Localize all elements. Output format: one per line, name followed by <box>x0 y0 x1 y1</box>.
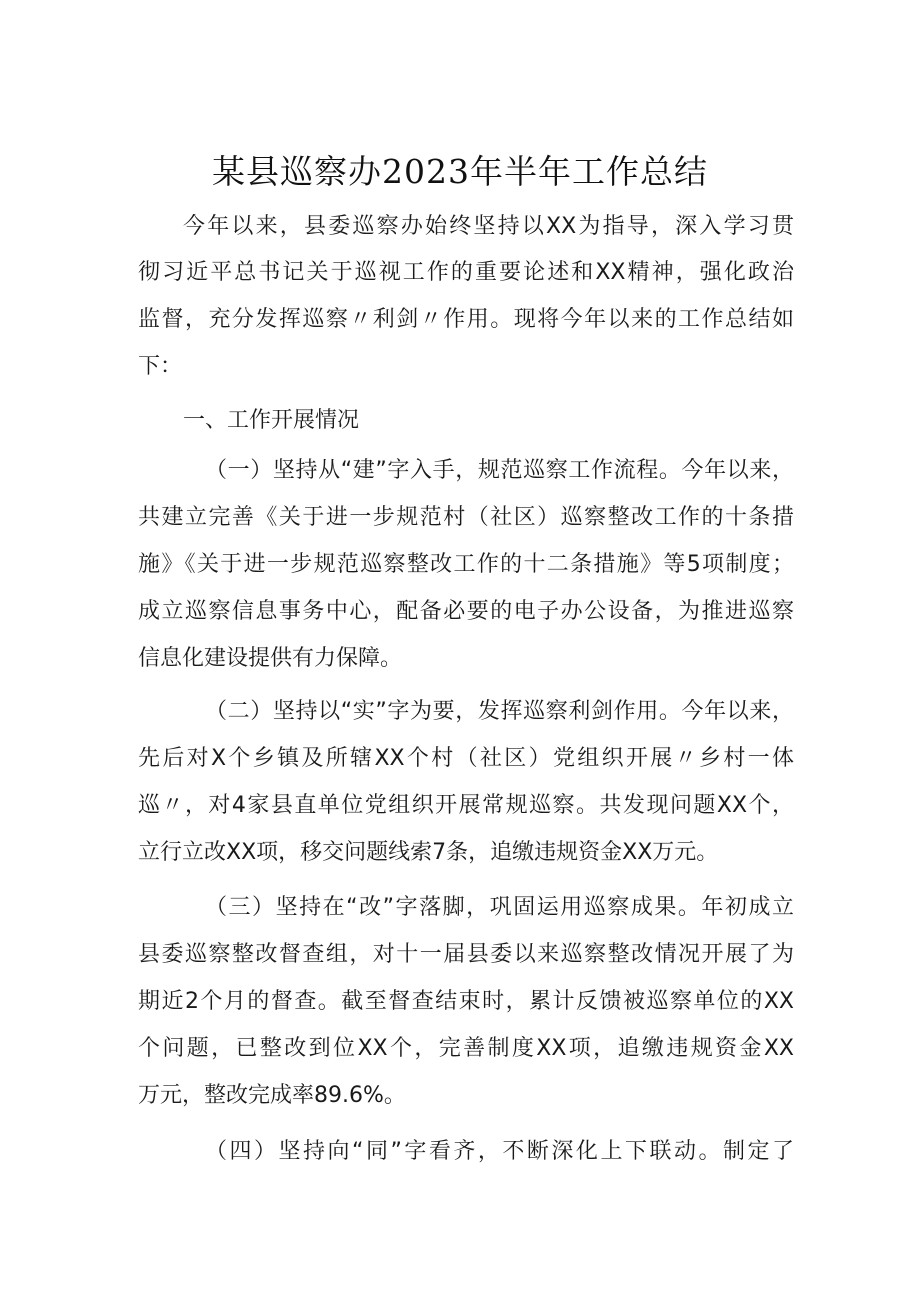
text-line: 期近2个月的督查。截至督查结束时，累计反馈被巡察单位的XX <box>138 989 794 1014</box>
text-line: 今年以来，县委巡察办始终坚持以XX为指导，深入学习贯 <box>183 214 794 239</box>
text-line: （三）坚持在“改”字落脚，巩固运用巡察成果。年初成立 <box>205 895 794 920</box>
text-line: 共建立完善《关于进一步规范村（社区）巡察整改工作的十条措 <box>138 505 794 530</box>
text-line: 下： <box>138 354 183 379</box>
text-line: （二）坚持以“实”字为要，发挥巡察利剑作用。今年以来， <box>205 699 794 724</box>
text-line: 信息化建设提供有力保障。 <box>138 646 403 671</box>
text-line: 立行立改XX项，移交问题线索7条，追缴违规资金XX万元。 <box>138 840 719 865</box>
text-line: （四）坚持向“同”字看齐，不断深化上下联动。制定了 <box>205 1139 794 1164</box>
text-line: 成立巡察信息事务中心，配备必要的电子办公设备，为推进巡察 <box>138 599 794 624</box>
text-line: 监督，充分发挥巡察〃利剑〃作用。现将今年以来的工作总结如 <box>138 307 794 332</box>
text-line: 县委巡察整改督查组，对十一届县委以来巡察整改情况开展了为 <box>138 942 794 967</box>
text-line: 一、工作开展情况 <box>183 408 360 433</box>
text-line: 巡〃，对4家县直单位党组织开展常规巡察。共发现问题XX个， <box>138 793 794 818</box>
text-line: 先后对X个乡镇及所辖XX个村（社区）党组织开展〃乡村一体 <box>138 746 794 771</box>
document-title: 某县巡察办2023年半年工作总结 <box>212 152 708 191</box>
text-line: （一）坚持从“建”字入手，规范巡察工作流程。今年以来， <box>205 458 794 483</box>
text-line: 施》《关于进一步规范巡察整改工作的十二条措施》等5项制度； <box>138 552 794 577</box>
text-line: 彻习近平总书记关于巡视工作的重要论述和XX精神，强化政治 <box>138 260 794 285</box>
text-line: 个问题，已整改到位XX个，完善制度XX项，追缴违规资金XX <box>138 1036 794 1061</box>
text-line: 万元，整改完成率89.6%。 <box>138 1083 406 1108</box>
